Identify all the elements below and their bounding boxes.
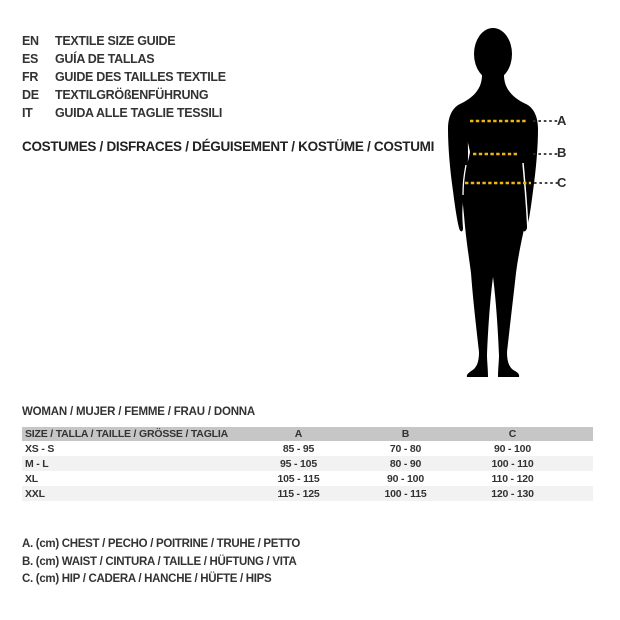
language-code: ES xyxy=(22,52,39,66)
hip-range-cell: 100 - 110 xyxy=(459,456,566,471)
spacer-cell xyxy=(566,456,593,471)
spacer-cell xyxy=(566,427,593,441)
table-row xyxy=(22,471,593,486)
language-title: TEXTILGRÖßENFÜHRUNG xyxy=(55,88,209,102)
language-title: GUIDE DES TAILLES TEXTILE xyxy=(55,70,226,84)
size-table-header-row xyxy=(22,427,593,441)
language-code: IT xyxy=(22,106,33,120)
spacer-cell xyxy=(566,486,593,501)
marker-label-hip: C xyxy=(557,175,567,190)
chest-range-cell: 105 - 115 xyxy=(277,472,320,485)
table-row xyxy=(22,486,593,501)
language-row-en xyxy=(22,32,226,50)
size-cell: M - L xyxy=(22,456,245,471)
size-table xyxy=(22,427,593,501)
language-row-fr xyxy=(22,68,226,86)
spacer-cell xyxy=(566,441,593,456)
language-row-es xyxy=(22,50,226,68)
waist-range-cell: 80 - 90 xyxy=(352,456,459,471)
language-row-it xyxy=(22,104,226,122)
size-table-header-size: SIZE / TALLA / TAILLE / GRÖSSE / TAGLIA xyxy=(22,427,245,441)
legend-hip: C. (cm) HIP / CADERA / HANCHE / HÜFTE / HIPS xyxy=(22,573,272,585)
waist-range-cell: 70 - 80 xyxy=(389,442,422,455)
chest-range-cell: 115 - 125 xyxy=(245,486,352,501)
language-code: FR xyxy=(22,70,39,84)
size-table-header-c: C xyxy=(459,427,566,441)
legend-chest: A. (cm) CHEST / PECHO / POITRINE / TRUHE / PETTO xyxy=(22,538,301,550)
hip-range-cell: 110 - 120 xyxy=(491,472,534,485)
size-table-header-b: B xyxy=(352,427,459,441)
language-title: GUÍA DE TALLAS xyxy=(55,52,155,66)
waist-range-cell: 90 - 100 xyxy=(387,472,424,485)
size-table-header-a: A xyxy=(245,427,352,441)
woman-section-title: WOMAN / MUJER / FEMME / FRAU / DONNA xyxy=(22,406,256,418)
table-row xyxy=(22,456,593,471)
category-title: COSTUMES / DISFRACES / DÉGUISEMENT / KOSTÜME / COSTUMI xyxy=(22,139,435,154)
size-cell: XXL xyxy=(22,486,245,501)
table-row xyxy=(22,441,593,456)
waist-range-cell: 100 - 115 xyxy=(352,486,459,501)
marker-label-chest: A xyxy=(557,113,567,128)
hip-range-cell: 120 - 130 xyxy=(459,486,566,501)
chest-range-cell: 85 - 95 xyxy=(282,442,315,455)
language-list xyxy=(22,32,226,122)
legend-waist: B. (cm) WAIST / CINTURA / TAILLE / HÜFTUNG / VITA xyxy=(22,555,297,568)
marker-label-waist: B xyxy=(557,145,567,160)
language-title: TEXTILE SIZE GUIDE xyxy=(55,34,176,48)
language-title: GUIDA ALLE TAGLIE TESSILI xyxy=(55,106,223,120)
hip-range-cell: 90 - 100 xyxy=(494,442,531,455)
language-row-de xyxy=(22,86,226,104)
language-code: EN xyxy=(22,34,39,48)
spacer-cell xyxy=(566,471,593,486)
chest-range-cell: 95 - 105 xyxy=(245,456,352,471)
language-code: DE xyxy=(22,88,39,102)
woman-silhouette-icon xyxy=(440,25,575,385)
size-cell: XS - S xyxy=(25,442,55,455)
size-cell: XL xyxy=(25,472,39,485)
woman-silhouette-figure xyxy=(440,25,575,385)
measurement-legend xyxy=(22,536,300,589)
